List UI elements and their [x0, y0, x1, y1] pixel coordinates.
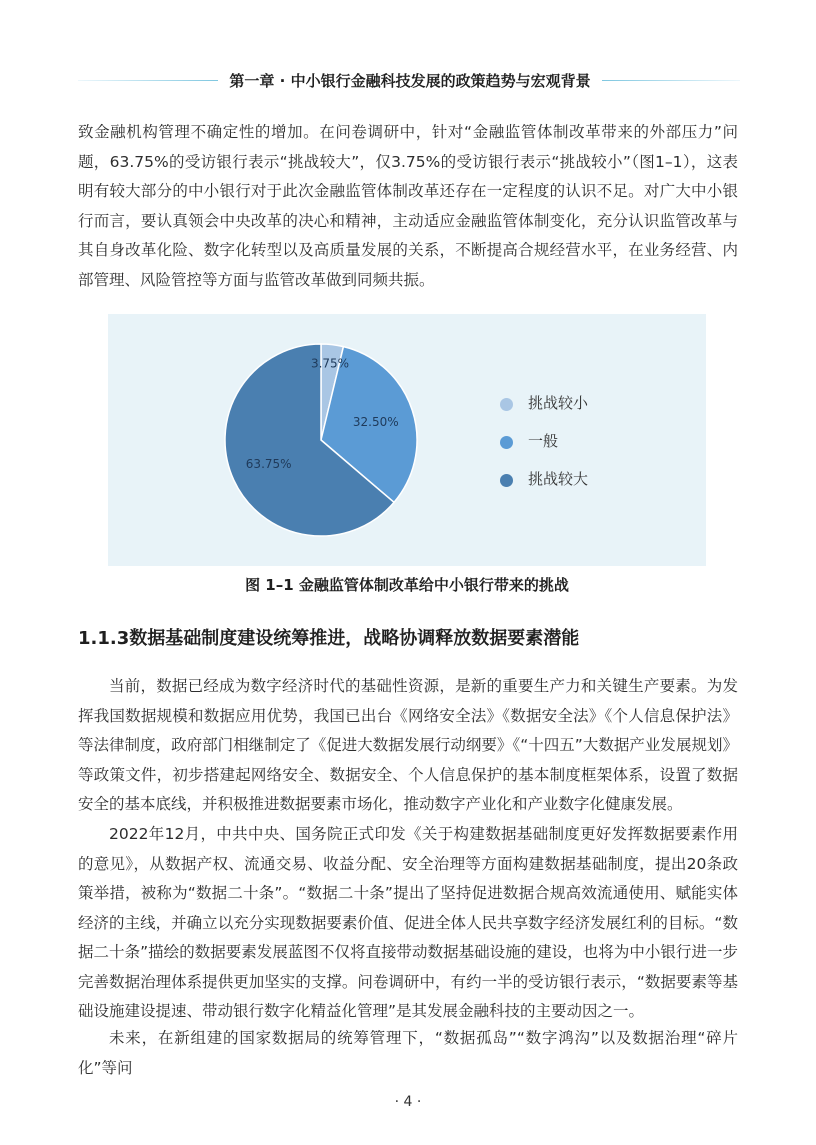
header-rule-right [602, 80, 740, 81]
legend-label-2: 挑战较大 [528, 470, 589, 488]
pie-data-label-2: 63.75% [245, 457, 292, 472]
page-number: · 4 · [394, 1094, 422, 1110]
header-rule-left [78, 80, 218, 81]
legend-swatch-1 [500, 436, 513, 449]
legend-label-1: 一般 [528, 432, 559, 450]
legend-swatch-2 [500, 474, 513, 487]
pie-chart [108, 314, 706, 566]
paragraph-3: 2022年12月，中共中央、国务院正式印发《关于构建数据基础制度更好发挥数据要素作用的意见》，从数据产权、流通交易、收益分配、安全治理等方面构建数据基础制度，提出20条政策举措，被称为“数据二十条”。“数据二十条”提出了坚持促进数据合规高效流通使用、赋能实体经济的主线，并确立以充分实现数据要素价值、促进全体人民共享数字经济发展红利的目标。“数据二十条”描绘的数据要素发展蓝图不仅将直接带动数据基础设施的建设，也将为中小银行进一步完善数据治理体系提供更加坚实的支撑。问卷调研中，有约一半的受访银行表示，“数据要素等基础设施建设提速、带动银行数字化精益化管理”是其发展金融科技的主要动因之一。 [78, 825, 738, 1020]
legend-swatch-0 [500, 398, 513, 411]
section-heading: 1.1.3数据基础制度建设统筹推进，战略协调释放数据要素潜能 [78, 628, 580, 649]
legend-label-0: 挑战较小 [528, 394, 589, 412]
pie-data-label-1: 32.50% [352, 415, 399, 430]
running-header [0, 68, 816, 94]
paragraph-4: 未来，在新组建的国家数据局的统筹管理下，“数据孤岛”“数字鸿沟”以及数据治理“碎片化”等问 [78, 1029, 738, 1077]
figure-caption: 图 1–1 金融监管体制改革给中小银行带来的挑战 [245, 576, 569, 594]
paragraph-1: 致金融机构管理不确定性的增加。在问卷调研中，针对“金融监管体制改革带来的外部压力”问题，63.75%的受访银行表示“挑战较大”，仅3.75%的受访银行表示“挑战较小”（图1–1），这表明有较大部分的中小银行对于此次金融监管体制改革还存在一定程度的认识不足。对广大中小银行而言，要认真领会中央改革的决心和精神，主动适应金融监管体制变化，充分认识监管改革与其自身改革化险、数字化转型以及高质量发展的关系，不断提高合规经营水平，在业务经营、内部管理、风险管控等方面与监管改革做到同频共振。 [78, 123, 738, 289]
pie-chart-figure [108, 314, 706, 566]
pie-data-label-0: 3.75% [310, 356, 350, 371]
chapter-title: 第一章 · 中小银行金融科技发展的政策趋势与宏观背景 [229, 72, 591, 90]
paragraph-2: 当前，数据已经成为数字经济时代的基础性资源，是新的重要生产力和关键生产要素。为发挥我国数据规模和数据应用优势，我国已出台《网络安全法》《数据安全法》《个人信息保护法》等法律制度，政府部门相继制定了《促进大数据发展行动纲要》《“十四五”大数据产业发展规划》等政策文件，初步搭建起网络安全、数据安全、个人信息保护的基本制度框架体系，设置了数据安全的基本底线，并积极推进数据要素市场化，推动数字产业化和产业数字化健康发展。 [78, 677, 738, 813]
